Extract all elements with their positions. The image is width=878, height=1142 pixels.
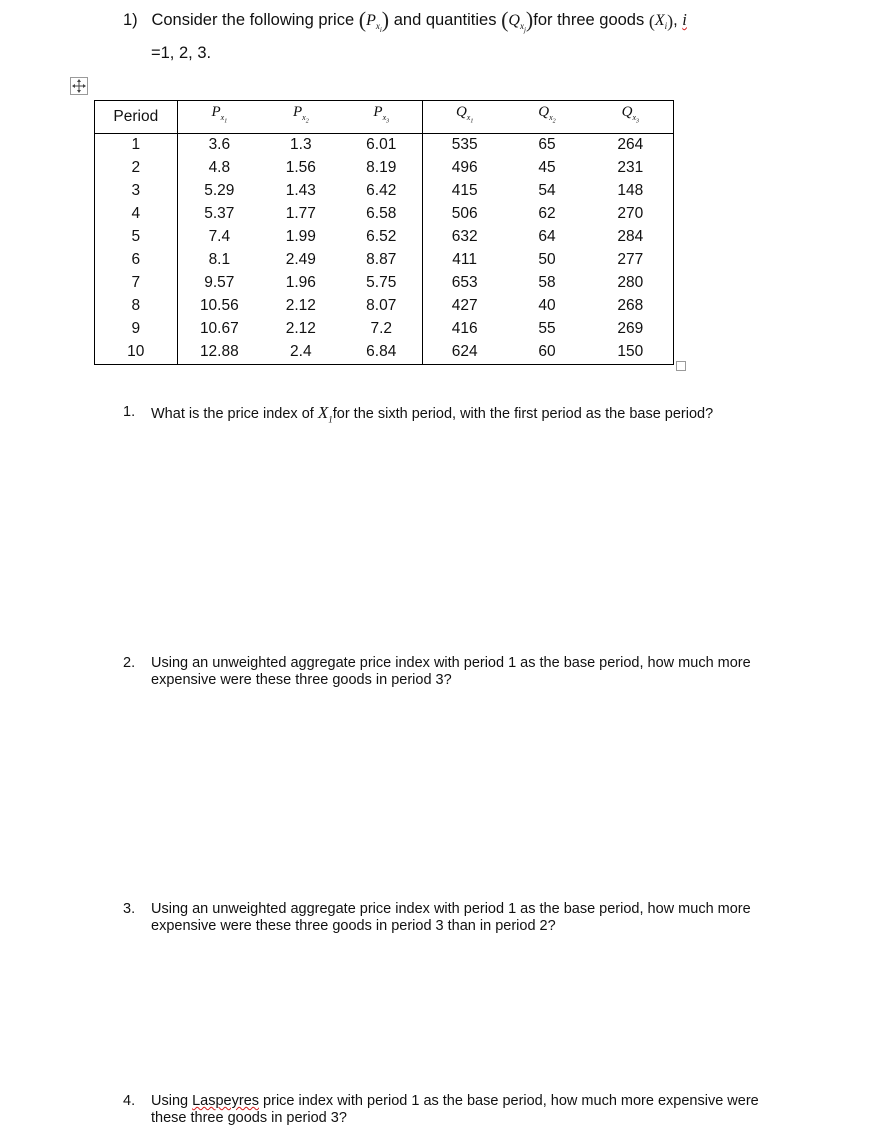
cell-p-x1: 8.1 — [208, 251, 231, 269]
header-q-x3: $Q_{x_3}$ — [588, 101, 674, 134]
cell-p-x2: 2.12 — [285, 320, 316, 338]
paren-open-icon: ( — [358, 7, 367, 32]
cell-p-x3: 6.58 — [341, 203, 423, 226]
table-row — [95, 318, 674, 341]
header-p-x3: $P_{x_3}$ — [341, 101, 423, 134]
cell-p-x3: 5.75 — [341, 272, 423, 295]
cell-q-x3: 280 — [617, 274, 644, 292]
paren-open-icon: ( — [501, 7, 509, 32]
cell-p-x1: 7.4 — [208, 228, 231, 246]
question-number: 2. — [123, 655, 136, 671]
cell-p-x2: 2.49 — [285, 251, 316, 269]
question-number: 4. — [123, 1093, 136, 1109]
paren-close-icon: ) — [381, 7, 390, 32]
cell-p-x1: 5.29 — [204, 182, 235, 200]
question-text: Using Laspeyres price index with period 1 as the base period, how much more expensive were these three goods in period 3? — [151, 1093, 759, 1126]
paren-open-icon: ( — [648, 11, 655, 31]
cell-period: 6 — [95, 249, 178, 272]
cell-p-x1: 10.56 — [199, 297, 239, 315]
table-row — [95, 157, 674, 180]
cell-q-x1: 411 — [452, 251, 477, 269]
move-arrows-icon — [71, 78, 87, 94]
cell-q-x2: 55 — [538, 320, 556, 338]
cell-q-x1: 496 — [451, 159, 478, 177]
table-row — [95, 341, 674, 365]
cell-p-x1: 3.6 — [208, 136, 231, 154]
cell-period: 2 — [95, 157, 178, 180]
cell-p-x2: 1.99 — [285, 228, 316, 246]
cell-q-x2: 60 — [538, 343, 556, 361]
header-p-x2: $P_{x_2}$ — [261, 101, 340, 134]
table-row — [95, 203, 674, 226]
cell-q-x1: 427 — [451, 297, 478, 315]
header-period: Period — [95, 101, 178, 134]
cell-period: 4 — [95, 203, 178, 226]
cell-q-x2: 45 — [538, 159, 556, 177]
cell-p-x2: 1.43 — [285, 182, 316, 200]
cell-p-x3: 7.2 — [341, 318, 423, 341]
table-row — [95, 249, 674, 272]
goods-symbol: $X_i$ — [654, 12, 668, 32]
cell-p-x1: 9.57 — [204, 274, 235, 292]
cell-q-x3: 264 — [617, 136, 644, 154]
cell-q-x1: 416 — [451, 320, 478, 338]
cell-p-x1: 12.88 — [199, 343, 239, 361]
header-q-x2: $Q_{x_2}$ — [506, 101, 587, 134]
intro-text-d: i — [682, 10, 687, 29]
table-row — [95, 226, 674, 249]
cell-period: 3 — [95, 180, 178, 203]
cell-q-x2: 62 — [538, 205, 556, 223]
intro-number: 1) — [123, 11, 138, 29]
cell-q-x1: 415 — [451, 182, 478, 200]
cell-q-x3: 231 — [617, 159, 644, 177]
cell-p-x2: 1.96 — [285, 274, 316, 292]
paren-close-icon: ) — [667, 11, 674, 31]
cell-q-x3: 270 — [617, 205, 644, 223]
cell-p-x2: 2.4 — [290, 343, 312, 361]
price-quantity-table — [94, 100, 674, 365]
header-p-x1: $P_{x_1}$ — [177, 101, 261, 134]
cell-period: 5 — [95, 226, 178, 249]
table-row — [95, 295, 674, 318]
cell-period: 10 — [95, 341, 178, 365]
question-text: Using an unweighted aggregate price index with period 1 as the base period, how much more expensive were these three goods in period 3 than in period 2? — [151, 901, 751, 934]
intro-line-2: =1, 2, 3. — [151, 44, 212, 62]
intro-line-1: 1) Consider the following price $(P_{x_i})$ and quantities $(Q_{x_j})for$ three goods $(X_i)$, i — [123, 7, 687, 34]
cell-period: 8 — [95, 295, 178, 318]
cell-p-x2: 1.3 — [290, 136, 312, 154]
paren-close-icon: ) — [525, 7, 534, 32]
header-q-x1: $Q_{x_1}$ — [422, 101, 506, 134]
intro-text-b: and quantities — [393, 11, 497, 29]
intro-question — [123, 7, 687, 62]
cell-p-x1: 4.8 — [208, 159, 231, 177]
intro-text-c: for three goods — [533, 11, 645, 29]
cell-q-x1: 506 — [451, 205, 478, 223]
cell-q-x2: 50 — [538, 251, 556, 269]
cell-p-x3: 8.87 — [341, 249, 423, 272]
qty-symbol: $Q_{x_j}$ — [508, 12, 526, 34]
question-text: What is the price index of $X_1for$ the sixth period, with the first period as the base period? — [151, 403, 714, 425]
cell-q-x2: 65 — [538, 136, 556, 154]
cell-q-x3: 268 — [617, 297, 644, 315]
cell-period: 7 — [95, 272, 178, 295]
table-row — [95, 180, 674, 203]
price-symbol: $P_{x_i}$ — [366, 12, 382, 34]
cell-p-x3: 6.42 — [341, 180, 423, 203]
cell-p-x2: 2.12 — [285, 297, 316, 315]
table-row — [95, 272, 674, 295]
question-number: 1. — [123, 404, 136, 420]
cell-q-x2: 58 — [538, 274, 556, 292]
cell-q-x2: 64 — [538, 228, 556, 246]
cell-p-x3: 8.07 — [341, 295, 423, 318]
question-text: Using an unweighted aggregate price index with period 1 as the base period, how much more expensive were these three goods in period 3? — [151, 655, 751, 688]
cell-q-x3: 269 — [617, 320, 644, 338]
cell-q-x3: 277 — [617, 251, 644, 269]
cell-period: 9 — [95, 318, 178, 341]
cell-q-x1: 653 — [451, 274, 478, 292]
cell-p-x3: 6.84 — [341, 341, 423, 365]
table-header-row — [95, 101, 674, 134]
cell-q-x3: 284 — [617, 228, 644, 246]
cell-q-x2: 54 — [538, 182, 556, 200]
cell-period: 1 — [95, 133, 178, 157]
cell-p-x3: 8.19 — [341, 157, 423, 180]
table-move-handle[interactable] — [70, 77, 88, 95]
table-body — [95, 133, 674, 364]
cell-p-x3: 6.01 — [341, 133, 423, 157]
cell-p-x2: 1.56 — [285, 159, 316, 177]
question-number: 3. — [123, 901, 136, 917]
cell-q-x1: 624 — [451, 343, 478, 361]
intro-text-a: Consider the following price — [151, 11, 355, 29]
cell-p-x1: 10.67 — [199, 320, 239, 338]
cell-p-x1: 5.37 — [204, 205, 235, 223]
misspelled-word[interactable]: Laspeyres — [192, 1093, 260, 1109]
cell-q-x1: 632 — [451, 228, 478, 246]
goods-x1-symbol: $X_1$ — [317, 403, 333, 425]
cell-q-x1: 535 — [451, 136, 478, 154]
table-resize-handle[interactable] — [676, 361, 686, 371]
table-row — [95, 133, 674, 157]
cell-q-x2: 40 — [538, 297, 556, 315]
cell-q-x3: 148 — [617, 182, 644, 200]
cell-p-x2: 1.77 — [285, 205, 316, 223]
cell-p-x3: 6.52 — [341, 226, 423, 249]
cell-q-x3: 150 — [617, 343, 644, 361]
